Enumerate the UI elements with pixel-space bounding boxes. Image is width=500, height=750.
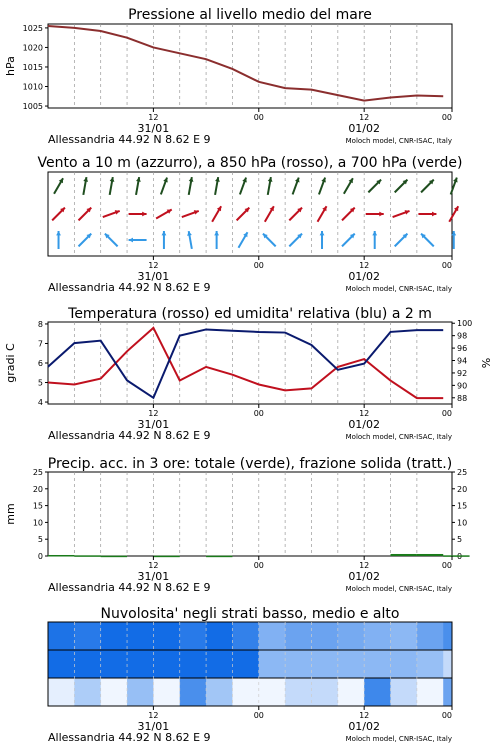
cloud-cell (74, 650, 101, 678)
wind-arrow (421, 234, 434, 247)
x-tick-label: 00 (253, 261, 264, 270)
wind-arrow (366, 212, 384, 217)
x-tick-label: 12 (359, 561, 370, 570)
cloud-cell (364, 650, 391, 678)
cloud-cell (153, 622, 180, 650)
x-tick-label: 12 (148, 409, 159, 418)
cloud-cell (127, 678, 154, 706)
x-tick-label: 00 (253, 113, 264, 122)
temp-humidity-chart (4, 306, 493, 442)
cloud-cell (311, 678, 338, 706)
precip-bar (206, 556, 232, 558)
y-tick-label: 10 (457, 518, 468, 528)
y-tick-label: 4 (37, 398, 43, 408)
precip-chart (4, 456, 470, 594)
y-tick-label: 15 (457, 501, 468, 511)
wind-chart (37, 155, 462, 294)
cloud-cell (232, 622, 259, 650)
wind-arrow (320, 231, 325, 249)
location-label: Allessandria 44.92 N 8.62 E 9 (48, 581, 211, 594)
y-tick-label: 1025 (22, 23, 43, 33)
y-tick-label: 1020 (22, 43, 43, 53)
date-label: 31/01 (137, 570, 170, 583)
x-tick-label: 00 (253, 409, 264, 418)
precip-bar (74, 555, 100, 557)
cloud-cell (311, 650, 338, 678)
chart-title: Temperatura (rosso) ed umidita' relativa (blu) a 2 m (68, 306, 432, 322)
wind-arrow (289, 208, 302, 221)
wind-arrow (187, 231, 192, 249)
y-tick-label: 100 (457, 319, 473, 329)
wind-arrow (421, 180, 434, 193)
y-tick-label: 25 (457, 468, 468, 477)
y-tick-label: 88 (457, 393, 468, 403)
precip-bar (48, 555, 74, 557)
x-tick-label: 12 (148, 561, 159, 570)
x-tick-label: 12 (148, 711, 159, 720)
cloud-cell (338, 650, 365, 678)
y-tick-label: 98 (457, 331, 468, 341)
cloud-cell (206, 650, 233, 678)
y-tick-label: 1005 (22, 102, 43, 112)
cloud-cell (443, 678, 452, 706)
wind-arrow (342, 208, 355, 221)
cloud-cell (285, 678, 312, 706)
cloud-cell (259, 650, 286, 678)
wind-arrow (268, 177, 273, 195)
wind-arrow (79, 234, 92, 247)
cloud-cell (180, 622, 207, 650)
cloud-cell (48, 650, 75, 678)
plot-frame (48, 472, 452, 556)
cloud-cell (206, 678, 233, 706)
x-tick-label: 12 (359, 711, 370, 720)
cloud-cell (180, 678, 207, 706)
wind-arrow (79, 208, 92, 221)
y-tick-label: 15 (32, 501, 43, 511)
location-label: Allessandria 44.92 N 8.62 E 9 (48, 429, 211, 442)
x-tick-label: 00 (253, 561, 264, 570)
cloud-cell (127, 622, 154, 650)
cloud-cell (338, 678, 365, 706)
date-label: 31/01 (137, 418, 170, 431)
wind-arrow (52, 208, 65, 221)
date-label: 01/02 (348, 270, 381, 283)
cloud-cell (232, 650, 259, 678)
cloud-cell (417, 678, 444, 706)
wind-arrow (156, 210, 172, 219)
cloud-cell (259, 622, 286, 650)
x-tick-label: 00 (441, 113, 452, 122)
wind-arrow (395, 180, 408, 193)
wind-arrow (56, 231, 61, 249)
wind-arrow (238, 232, 247, 248)
y-tick-label: 8 (37, 319, 43, 329)
x-tick-label: 12 (148, 261, 159, 270)
y-tick-label: 7 (37, 339, 43, 349)
wind-arrow (289, 234, 302, 247)
wind-arrow (129, 238, 147, 243)
precip-bar (153, 556, 179, 558)
wind-arrow (136, 177, 141, 195)
y-tick-label: 20 (457, 484, 468, 494)
date-label: 01/02 (348, 122, 381, 135)
wind-arrow (263, 234, 276, 247)
y-tick-label: 5 (457, 535, 463, 545)
y-tick-label: 90 (457, 381, 468, 391)
wind-arrow (393, 210, 410, 217)
wind-arrow (129, 212, 147, 217)
credit-label: Moloch model, CNR-ISAC, Italy (345, 433, 452, 441)
cloud-cell (74, 622, 101, 650)
y-tick-label: 5 (37, 378, 43, 388)
pressure-series (48, 26, 443, 101)
y-tick-label: 96 (457, 344, 468, 354)
wind-arrow (449, 206, 458, 222)
credit-label: Moloch model, CNR-ISAC, Italy (345, 137, 452, 145)
cloud-cell (338, 622, 365, 650)
x-tick-label: 12 (359, 261, 370, 270)
precip-bar (391, 554, 417, 556)
date-label: 31/01 (137, 720, 170, 733)
credit-label: Moloch model, CNR-ISAC, Italy (345, 735, 452, 743)
y-axis-label: % (480, 357, 493, 369)
date-label: 31/01 (137, 270, 170, 283)
y-tick-label: 94 (457, 356, 468, 366)
y-tick-label: 20 (32, 484, 43, 494)
location-label: Allessandria 44.92 N 8.62 E 9 (48, 281, 211, 294)
cloud-cell (48, 678, 75, 706)
wind-arrow (319, 178, 326, 195)
location-label: Allessandria 44.92 N 8.62 E 9 (48, 731, 211, 744)
y-tick-label: 5 (37, 535, 43, 545)
y-tick-label: 25 (32, 468, 43, 477)
chart-title: Vento a 10 m (azzurro), a 850 hPa (rosso), a 700 hPa (verde) (37, 155, 463, 171)
cloud-cell (232, 678, 259, 706)
x-tick-label: 12 (359, 409, 370, 418)
y-tick-label: 6 (37, 359, 43, 368)
x-tick-label: 12 (148, 113, 159, 122)
date-label: 01/02 (348, 570, 381, 583)
wind-arrow (240, 178, 247, 195)
wind-arrow (318, 206, 327, 222)
chart-title: Nuvolosita' negli strati basso, medio e alto (100, 606, 400, 622)
cloud-cell (391, 650, 418, 678)
y-tick-label: 10 (32, 518, 43, 528)
x-tick-label: 00 (253, 711, 264, 720)
precip-bar (101, 556, 127, 558)
cloud-cell (101, 678, 128, 706)
cloud-cell (364, 622, 391, 650)
cloud-cell (101, 650, 128, 678)
wind-arrow (182, 210, 199, 217)
precip-bar (443, 555, 469, 557)
cloud-cell (443, 622, 452, 650)
cloud-cell (127, 650, 154, 678)
pressure-chart (4, 7, 452, 146)
date-label: 01/02 (348, 720, 381, 733)
credit-label: Moloch model, CNR-ISAC, Italy (345, 585, 452, 593)
location-label: Allessandria 44.92 N 8.62 E 9 (48, 133, 211, 146)
wind-arrow (265, 206, 274, 222)
cloud-cell (180, 650, 207, 678)
wind-arrow (395, 234, 408, 247)
cloud-cell (74, 678, 101, 706)
cloud-cell (364, 678, 391, 706)
x-tick-label: 00 (441, 561, 452, 570)
cloud-chart (48, 606, 453, 744)
wind-arrow (215, 177, 220, 195)
y-tick-label: 1015 (22, 62, 43, 72)
wind-arrow (110, 177, 115, 195)
wind-arrow (368, 180, 381, 193)
date-label: 01/02 (348, 418, 381, 431)
plot-frame (48, 24, 452, 108)
y-tick-label: 1010 (22, 82, 43, 92)
wind-arrow (189, 177, 194, 195)
x-tick-label: 00 (441, 261, 452, 270)
cloud-cell (206, 622, 233, 650)
cloud-cell (48, 622, 75, 650)
wind-arrow (103, 210, 120, 217)
wind-arrow (54, 178, 63, 194)
wind-arrow (161, 178, 168, 195)
wind-arrow (237, 208, 250, 221)
wind-arrow (105, 234, 118, 247)
cloud-cell (285, 622, 312, 650)
wind-arrow (372, 231, 377, 249)
y-axis-label: hPa (4, 56, 17, 76)
chart-title: Precip. acc. in 3 ore: totale (verde), frazione solida (tratt.) (47, 456, 453, 472)
wind-arrow (214, 231, 219, 249)
wind-arrow (344, 178, 353, 194)
y-tick-label: 92 (457, 368, 468, 378)
chart-title: Pressione al livello medio del mare (128, 7, 372, 23)
credit-label: Moloch model, CNR-ISAC, Italy (345, 285, 452, 293)
x-tick-label: 12 (359, 113, 370, 122)
date-label: 31/01 (137, 122, 170, 135)
wind-arrow (293, 178, 300, 195)
cloud-cell (285, 650, 312, 678)
wind-arrow (212, 206, 221, 222)
y-tick-label: 0 (37, 552, 43, 561)
cloud-cell (443, 650, 452, 678)
y-axis-label: mm (4, 503, 17, 525)
cloud-cell (311, 622, 338, 650)
wind-arrow (83, 177, 88, 195)
y-axis-label: gradi C (4, 343, 17, 383)
cloud-cell (417, 650, 444, 678)
wind-arrow (342, 234, 355, 247)
humidity-series (48, 329, 443, 397)
wind-arrow (162, 231, 167, 249)
cloud-cell (391, 678, 418, 706)
precip-bar (417, 554, 443, 556)
x-tick-label: 00 (441, 409, 452, 418)
x-tick-label: 00 (441, 711, 452, 720)
cloud-cell (153, 678, 180, 706)
plot-frame (48, 322, 452, 404)
cloud-cell (153, 650, 180, 678)
cloud-cell (101, 622, 128, 650)
cloud-cell (417, 622, 444, 650)
wind-arrow (418, 212, 436, 217)
cloud-cell (391, 622, 418, 650)
cloud-cell (259, 678, 286, 706)
